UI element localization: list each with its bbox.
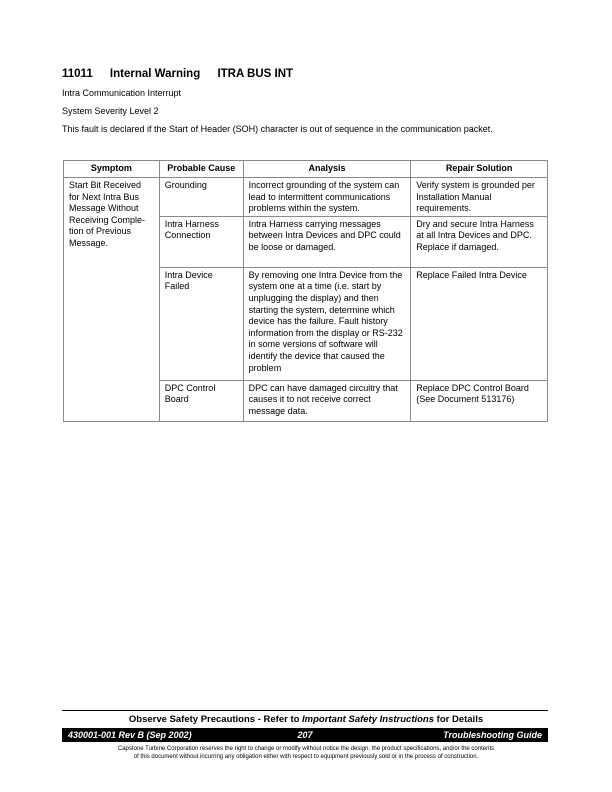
header-analysis: Analysis	[243, 161, 411, 178]
safety-notice-prefix: Observe Safety Precautions - Refer to	[128, 714, 303, 725]
symptom-cell: Start Bit Received for Next Intra Bus Message Without Receiving Comple-tion of Previous Message.	[64, 178, 160, 422]
cause-cell: DPC Control Board	[159, 380, 243, 421]
fault-description: Intra Communication Interrupt	[62, 88, 182, 98]
repair-cell: Replace Failed Intra Device	[411, 267, 548, 380]
repair-cell: Dry and secure Intra Harness at all Intra Devices and DPC. Replace if damaged.	[411, 216, 548, 267]
header-symptom: Symptom	[64, 161, 160, 178]
cause-cell: Intra Harness Connection	[159, 216, 243, 267]
page-number: 207	[297, 730, 313, 740]
safety-notice	[0, 714, 612, 725]
fault-code: 11011	[62, 68, 93, 80]
footer-bar	[62, 728, 548, 742]
cause-cell: Grounding	[159, 178, 243, 217]
header-probable-cause: Probable Cause	[159, 161, 243, 178]
safety-notice-suffix: for Details	[434, 714, 484, 725]
safety-instructions-reference: Important Safety Instructions	[302, 714, 435, 725]
fault-severity: System Severity Level 2	[62, 106, 159, 116]
repair-cell: Replace DPC Control Board (See Document 513176)	[411, 380, 548, 421]
analysis-cell: Intra Harness carrying messages between Intra Devices and DPC could be loose or damaged.	[243, 216, 411, 267]
disclaimer-line-1: Capstone Turbine Corporation reserves the right to change or modify without notice the design, the product specifications, and/or the contents	[117, 746, 495, 752]
fault-heading	[62, 68, 307, 80]
repair-cell: Verify system is grounded per Installation Manual requirements.	[411, 178, 548, 217]
analysis-cell: Incorrect grounding of the system can lead to intermittent communications problems within the system.	[243, 178, 411, 217]
header-repair-solution: Repair Solution	[411, 161, 548, 178]
footer-divider	[62, 710, 548, 711]
section-title: Troubleshooting Guide	[443, 730, 542, 740]
disclaimer-line-2: of this document without incurring any obligation either with respect to equipment previously sold or in the process of construction.	[133, 754, 479, 760]
table-header-row	[64, 161, 548, 178]
fault-mnemonic: ITRA BUS INT	[217, 68, 294, 80]
analysis-cell: By removing one Intra Device from the system one at a time (i.e. start by unplugging the display) and then starting the system, determine which device has the failure. Fault history information from the display or RS-232 in some versions of software will identify the device that caused the problem	[243, 267, 411, 380]
cause-cell: Intra Device Failed	[159, 267, 243, 380]
fault-declared-text: This fault is declared if the Start of Header (SOH) character is out of sequence in the communication packet.	[62, 124, 493, 134]
analysis-cell: DPC can have damaged circuitry that causes it to not receive correct message data.	[243, 380, 411, 421]
fault-name: Internal Warning	[109, 68, 201, 80]
document-id: 430001-001 Rev B (Sep 2002)	[68, 730, 192, 740]
table-row	[64, 178, 548, 217]
troubleshooting-table	[63, 160, 548, 422]
disclaimer	[0, 745, 612, 761]
